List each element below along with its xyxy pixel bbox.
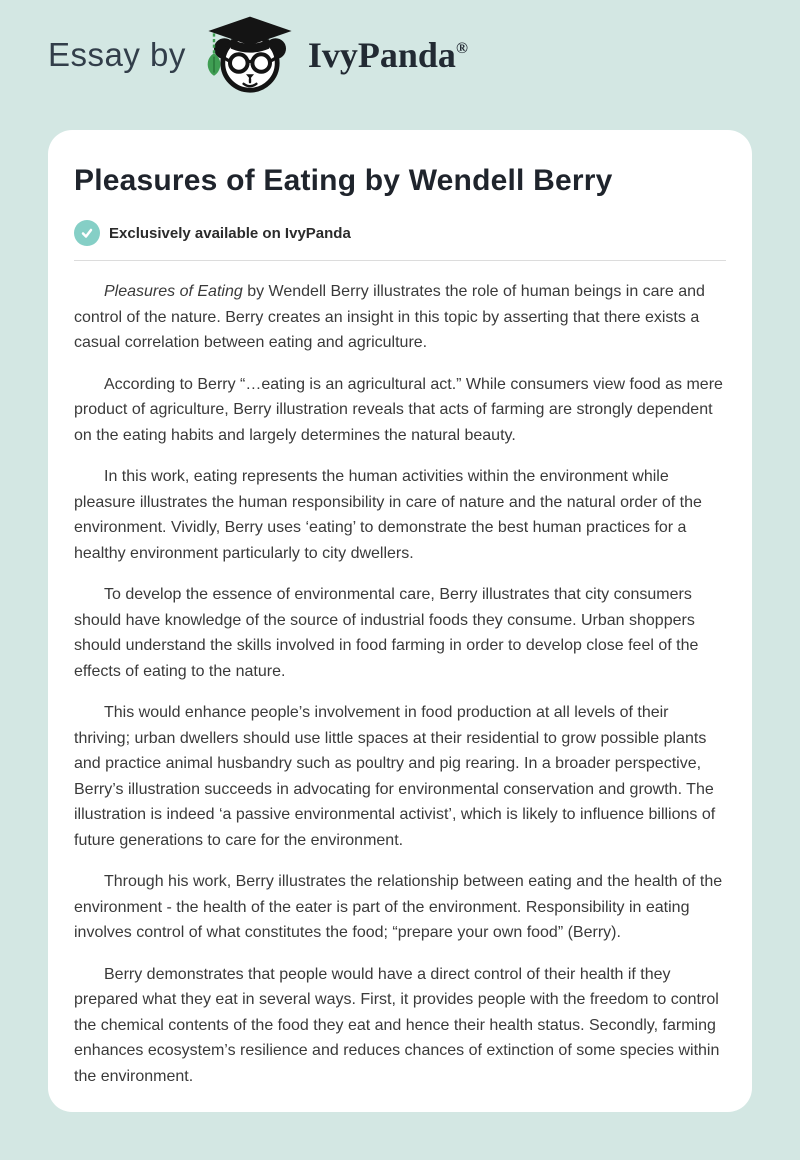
essay-paragraph-1: Pleasures of Eating by Wendell Berry illustrates the role of human beings in care and control of the nature. Berry creates an insight in this topic by asserting that there exists a casual correlation between eating and agriculture. [74, 283, 705, 351]
essay-paragraph-2: According to Berry “…eating is an agricultural act.” While consumers view food as mere product of agriculture, Berry illustration reveals that acts of farming are strongly dependent on the eating habits and largely determines the natural beauty. [74, 375, 723, 444]
essay-paragraph-6: Through his work, Berry illustrates the relationship between eating and the health of the environment - the health of the eater is part of the environment. Responsibility in eating involves control of what constitutes the food; “prepare your own food” (Berry). [74, 873, 723, 941]
essay-card [48, 130, 752, 1112]
essay-title-italic: Pleasures of Eating [104, 283, 243, 300]
ivypanda-logo [202, 13, 298, 97]
registered-mark: ® [455, 40, 468, 57]
panda-graduate-icon [202, 13, 298, 97]
essay-by-label: Essay by [48, 36, 186, 73]
essay-paragraph-4: To develop the essence of environmental care, Berry illustrates that city consumers should have knowledge of the source of industrial foods they consume. Urban shoppers should understand the skills involved in food farming in order to develop close feel of the effects of eating to the nature. [74, 586, 699, 680]
essay-title: Pleasures of Eating by Wendell Berry [74, 164, 613, 197]
divider [74, 260, 726, 261]
brand-name: IvyPanda® [307, 35, 468, 75]
essay-paragraph-7: Berry demonstrates that people would have a direct control of their health if they prepared what they eat in several ways. First, it provides people with the freedom to control the chemical contents of the food they eat and hence their health status. Secondly, farming enhances ecosystem’s resilience and reduces chances of extinction of some species within the environment. [74, 965, 720, 1085]
essay-paragraph-3: In this work, eating represents the human activities within the environment while pleasure illustrates the human responsibility in care of nature and the natural order of the environment. Vividly, Berry uses ‘eating’ to demonstrate the best human practices for a healthy environment particularly to city dwellers. [74, 468, 702, 562]
page-header [0, 0, 800, 110]
essay-paragraph-5: This would enhance people’s involvement in food production at all levels of their thriving; urban dwellers should use little spaces at their residential to grow possible plants and practice animal husbandry such as poultry and pig rearing. In a broader perspective, Berry’s illustration succeeds in advocating for environmental conservation and growth. The illustration is indeed ‘a passive environmental activist’, which is likely to influence billions of future generations to care for the environment. [74, 704, 716, 849]
essay-body [74, 279, 726, 1089]
availability-label: Exclusively available on IvyPanda [109, 224, 351, 242]
check-circle-icon [74, 220, 100, 246]
availability-row [74, 220, 726, 246]
